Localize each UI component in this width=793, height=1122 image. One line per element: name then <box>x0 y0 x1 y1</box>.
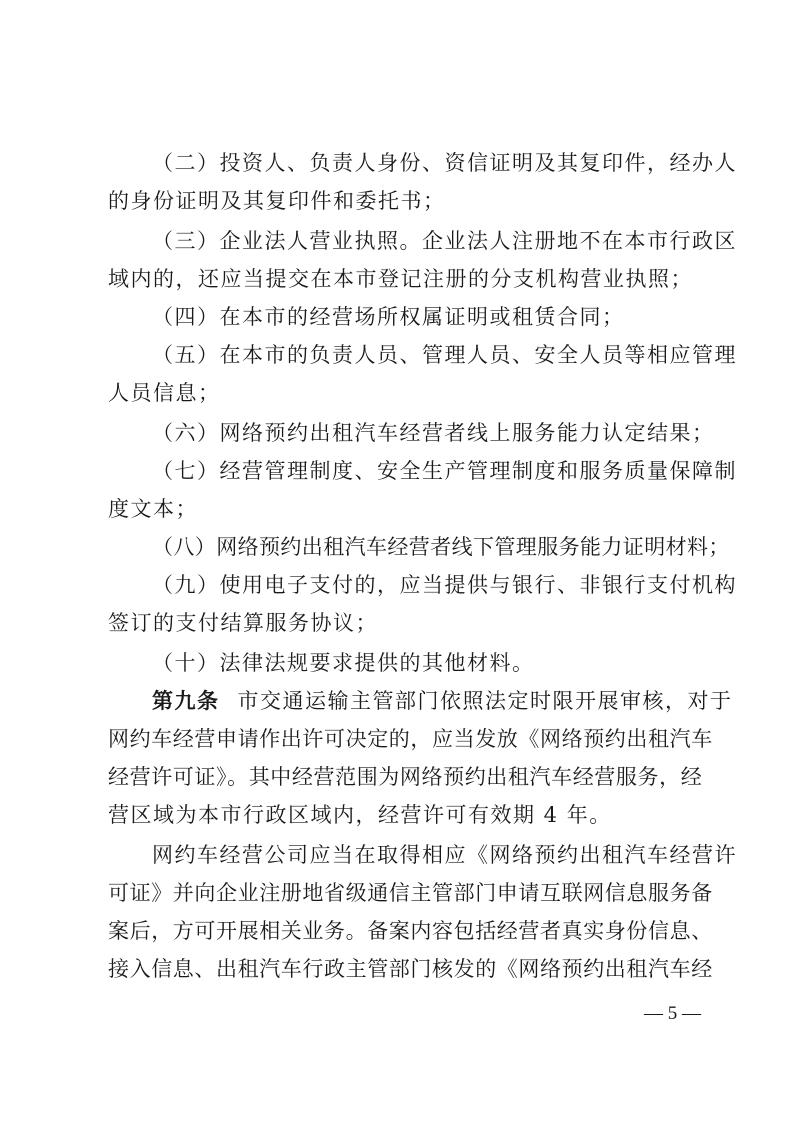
article-9-line-4: 营区域为本市行政区域内，经营许可有效期 4 年。 <box>108 803 612 827</box>
item-2-line-2: 的身份证明及其复印件和委托书； <box>108 189 446 213</box>
item-4-line-1: （四）在本市的经营场所权属证明或租赁合同； <box>152 305 625 329</box>
article-9-heading: 第九条 <box>152 688 220 713</box>
article-9-first-line-text: 市交通运输主管部门依照法定时限开展审核，对于 <box>237 689 733 713</box>
item-5-line-1: （五）在本市的负责人员、管理人员、安全人员等相应管理 <box>152 343 737 367</box>
page-number: — 5 — <box>644 1003 701 1024</box>
item-2-line-1: （二）投资人、负责人身份、资信证明及其复印件，经办人 <box>152 151 737 175</box>
item-3-line-1: （三）企业法人营业执照。企业法人注册地不在本市行政区 <box>152 229 737 253</box>
paragraph-line-4: 接入信息、出租汽车行政主管部门核发的《网络预约出租汽车经 <box>108 957 713 981</box>
article-9-line-2: 网约车经营申请作出许可决定的，应当发放《网络预约出租汽车 <box>108 727 713 751</box>
item-8-line-1: （八）网络预约出租汽车经营者线下管理服务能力证明材料； <box>152 535 730 559</box>
item-10-line-1: （十）法律法规要求提供的其他材料。 <box>152 651 535 675</box>
paragraph-line-3: 案后，方可开展相关业务。备案内容包括经营者真实身份信息、 <box>108 919 713 943</box>
item-9-line-2: 签订的支付结算服务协议； <box>108 611 378 635</box>
item-3-line-2: 域内的，还应当提交在本市登记注册的分支机构营业执照； <box>108 267 693 291</box>
article-9-line-3: 经营许可证》。其中经营范围为网络预约出租汽车经营服务，经 <box>108 765 703 789</box>
paragraph-line-1: 网约车经营公司应当在取得相应《网络预约出租汽车经营许 <box>152 843 737 867</box>
item-9-line-1: （九）使用电子支付的，应当提供与银行、非银行支付机构 <box>152 573 737 597</box>
item-7-line-2: 度文本； <box>108 497 198 521</box>
paragraph-line-2: 可证》并向企业注册地省级通信主管部门申请互联网信息服务备 <box>108 881 713 905</box>
item-7-line-1: （七）经营管理制度、安全生产管理制度和服务质量保障制 <box>152 459 737 483</box>
item-5-line-2: 人员信息； <box>108 381 221 405</box>
item-6-line-1: （六）网络预约出租汽车经营者线上服务能力认定结果； <box>152 421 715 445</box>
article-9-line-1 <box>152 686 733 716</box>
